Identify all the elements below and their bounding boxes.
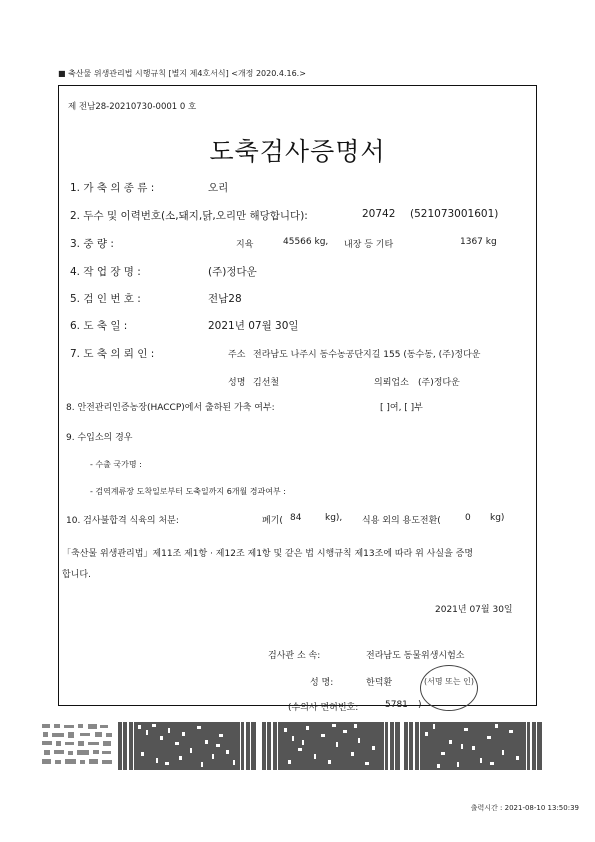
haccp-label: 8. 안전관리인증농장(HACCP)에서 출하된 가축 여부: [66, 403, 275, 413]
form-reference-note: ■ 축산물 위생관리법 시행규칙 [별지 제4호서식] <개정 2020.4.16.> [58, 69, 306, 78]
certificate-title: 도축검사증명서 [209, 137, 386, 166]
inspector-number-value: 전남28 [208, 293, 242, 305]
disposal-other-label: 식용 외의 용도전환( [362, 516, 441, 526]
weight-other-label: 내장 등 기타 [344, 240, 394, 250]
pdf417-barcode-3 [404, 722, 542, 770]
disposal-other-value: 0 [465, 513, 471, 523]
inspector-license-value: 5781 [385, 700, 408, 710]
fattening-label: - 검역계류장 도착일로부터 도축일까지 6개월 경과여부 : [90, 487, 286, 496]
species-value: 오리 [208, 182, 229, 194]
client-label: 7. 도 축 의 뢰 인 : [70, 348, 155, 360]
certification-text-line1: 「축산물 위생관리법」제11조 제1항 · 제12조 제1항 및 같은 법 시행규칙 제13조에 따라 위 사실을 증명 [62, 549, 474, 559]
trace-number: (521073001601) [410, 208, 499, 220]
client-place-value: (주)정다운 [418, 378, 460, 388]
inspector-license-close: ) [418, 700, 422, 710]
weight-carcass-label: 지육 [236, 240, 254, 250]
slaughter-date-label: 6. 도 축 일 : [70, 320, 128, 332]
print-time-label: 출력시간 : [470, 804, 503, 812]
species-label: 1. 가 축 의 종 류 : [70, 182, 155, 194]
disposal-other-unit: kg) [490, 513, 505, 523]
inspector-name-label: 성 명: [310, 678, 334, 688]
slaughter-date-value: 2021년 07월 30일 [208, 320, 299, 332]
pdf417-barcode-1 [118, 722, 256, 770]
certification-text-line2: 합니다. [62, 570, 91, 580]
haccp-checkbox: [ ]여, [ ]부 [380, 403, 423, 413]
disposal-discard-value: 84 [290, 513, 302, 523]
print-timestamp [471, 803, 579, 813]
inspector-affiliation-label: 검사관 소 속: [268, 651, 321, 661]
import-label: 9. 수입소의 경우 [66, 433, 133, 443]
client-place-label: 의뢰업소 [374, 378, 409, 388]
workplace-label: 4. 작 업 장 명 : [70, 266, 141, 278]
pdf417-barcode-2 [262, 722, 400, 770]
address-label: 주소 [228, 350, 246, 360]
client-name-value: 김선철 [253, 378, 280, 388]
head-count-value: 20742 [362, 208, 396, 220]
inspector-name-value: 한덕환 [366, 678, 393, 688]
weight-label: 3. 중 량 : [70, 238, 114, 250]
head-count-label: 2. 두수 및 이력번호(소,돼지,닭,오리만 해당합니다): [70, 210, 308, 222]
address-value: 전라남도 나주시 동수농공단지길 155 (동수동, (주)정다운 [253, 350, 481, 360]
inspector-license-label: (수의사 면허번호: [288, 703, 359, 713]
inspector-number-label: 5. 검 인 번 호 : [70, 293, 141, 305]
disposal-discard-unit: kg), [325, 513, 343, 523]
document-number: 제 전남28-20210730-0001 0 호 [68, 102, 197, 112]
weight-other-value: 1367 kg [460, 237, 497, 247]
issue-date: 2021년 07월 30일 [435, 605, 513, 615]
official-seal [420, 665, 478, 711]
export-country-label: - 수출 국가명 : [90, 460, 142, 469]
qr-code-small [40, 722, 115, 770]
signature-placeholder: (서명 또는 인) [424, 677, 474, 686]
disposal-label: 10. 검사불합격 식육의 처분: [66, 516, 179, 526]
disposal-discard-label: 폐기( [262, 516, 283, 526]
weight-carcass-value: 45566 kg, [283, 237, 329, 247]
print-time-value: 2021-08-10 13:50:39 [504, 804, 579, 812]
workplace-value: (주)정다운 [208, 266, 257, 278]
inspector-affiliation-value: 전라남도 동물위생시험소 [366, 651, 465, 661]
client-name-label: 성명 [228, 378, 246, 388]
